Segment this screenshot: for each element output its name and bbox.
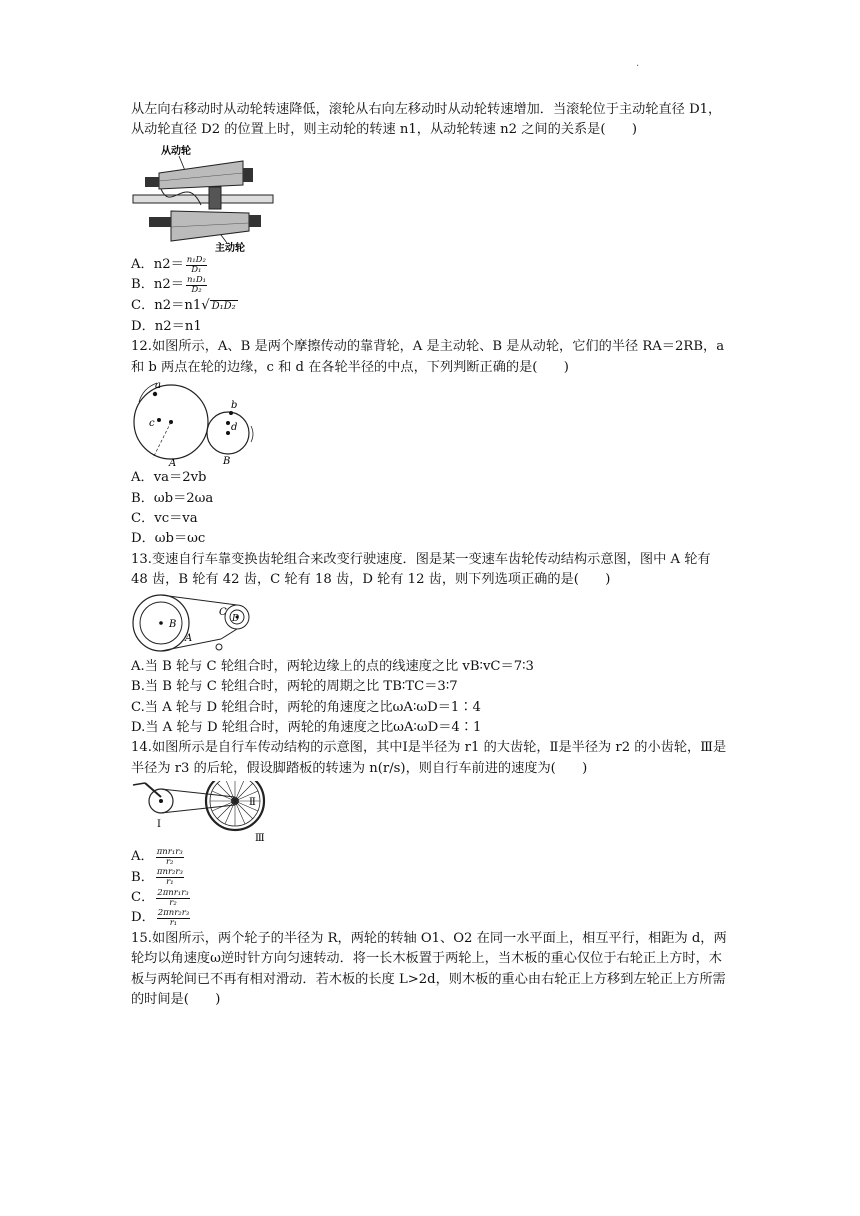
q14-option-d-fraction: $\frac{\text{2πnr₂r₃}}{\text{r₁}}$	[157, 908, 190, 929]
q13-figure-label-c: C	[219, 606, 227, 618]
q14-figure-label-ii: Ⅱ	[249, 797, 256, 809]
q13-figure-label-d: D	[232, 613, 240, 624]
q12-figure-label-b: b	[231, 400, 238, 412]
q11-text: 从左向右移动时从动轮转速降低，滚轮从右向左移动时从动轮转速增加．当滚轮位于主动轮直径 D1，从动轮直径 D2 的位置上时，则主动轮的转速 n1，从动轮转速 n2 之间的关系是( )	[131, 102, 722, 138]
q11-option-a: A．n2＝ $\frac{\text{n₁D₂}}{\text{D₁}}$	[131, 254, 206, 275]
q11-option-c: C．n2＝n1 √ D₁D₂	[131, 296, 731, 317]
q11-option-b-fraction: $\frac{\text{n₁D₁}}{\text{D₂}}$	[186, 274, 207, 295]
q13-option-d: D.当 A 轮与 D 轮组合时，两轮的角速度之比ωA∶ωD＝4∶1	[131, 719, 482, 735]
q13-option-b: B.当 B 轮与 C 轮组合时，两轮的周期之比 TB∶TC＝3∶7	[131, 679, 458, 695]
q12-option-a: A．va＝2vb	[131, 470, 207, 486]
q12-text: 12.如图所示，A、B 是两个摩擦传动的靠背轮，A 是主动轮、B 是从动轮，它们的半径 RA＝2RB，a 和 b 两点在轮的边缘，c 和 d 在各轮半径的中点，下列判断正确的是( )	[131, 339, 725, 375]
q12-option-d: D．ωb＝ωc	[131, 531, 206, 547]
question-content	[131, 100, 731, 1010]
q12-figure-friction-wheels	[131, 380, 271, 466]
q13-option-a: A.当 B 轮与 C 轮组合时，两轮边缘上的点的线速度之比 vB∶vC＝7∶3	[131, 658, 534, 674]
q14-option-d: D． $\frac{\text{2πnr₂r₃}}{\text{r₁}}$	[131, 908, 190, 929]
q11-figure-label-driving: 主动轮	[215, 242, 245, 253]
q11-option-c-sqrt: √ D₁D₂	[201, 297, 236, 313]
q11-option-d: D．n2＝n1	[131, 319, 202, 335]
q11-figure-cone-pulleys	[131, 143, 276, 253]
q14-option-c: C． $\frac{\text{2πnr₁r₃}}{\text{r₂}}$	[131, 887, 189, 908]
q12-figure-label-wheel-b: B	[223, 456, 231, 467]
q13-figure-label-b: B	[169, 618, 177, 630]
header-mark: .	[636, 58, 640, 69]
q14-option-b-fraction: $\frac{\text{πnr₂r₃}}{\text{r₁}}$	[156, 867, 183, 888]
q14-option-a-fraction: $\frac{\text{πnr₁r₃}}{\text{r₂}}$	[156, 846, 183, 867]
q12-option-c: C．vc＝va	[131, 511, 198, 527]
q13-option-c: C.当 A 轮与 D 轮组合时，两轮的角速度之比ωA∶ωD＝1∶4	[131, 699, 481, 715]
q12-figure-label-d: d	[231, 422, 238, 434]
q14-figure-label-i: Ⅰ	[157, 819, 161, 831]
q13-text: 13.变速自行车靠变换齿轮组合来改变行驶速度．图是某一变速车齿轮传动结构示意图，图中 A 轮有 48 齿，B 轮有 42 齿，C 轮有 18 齿，D 轮有 12 齿，则下列选项正确的是( )	[131, 551, 711, 588]
q12-figure-label-wheel-a: A	[169, 458, 177, 467]
q14-figure-bicycle-drive	[131, 781, 271, 845]
q11-figure-label-driven: 从动轮	[161, 145, 191, 157]
q11-option-b: B．n2＝ $\frac{\text{n₁D₁}}{\text{D₂}}$	[131, 274, 207, 295]
q14-option-c-fraction: $\frac{\text{2πnr₁r₃}}{\text{r₂}}$	[157, 887, 189, 908]
q14-text: 14.如图所示是自行车传动结构的示意图，其中Ⅰ是半径为 r1 的大齿轮，Ⅱ是半径为 r2 的小齿轮，Ⅲ是半径为 r3 的后轮，假设脚踏板的转速为 n(r/s)，则自行车前进的速度为( )	[131, 740, 727, 776]
q15-text: 15.如图所示，两个轮子的半径为 R，两轮的转轴 O1、O2 在同一水平面上，相互平行，相距为 d，两轮均以角速度ω逆时针方向匀速转动．将一长木板置于两轮上，当木板的重心仅位于右轮正上方时，木板与两轮间已不再有相对滑动．若木板的长度 L>2d，则木板的重心由右轮正上方移到左轮正上方所需的时间是( )	[131, 930, 727, 1007]
q14-figure-label-iii: Ⅲ	[255, 833, 265, 845]
q12-figure-label-c: c	[149, 418, 155, 430]
q14-option-b: B． $\frac{\text{πnr₂r₃}}{\text{r₁}}$	[131, 867, 183, 888]
q11-option-a-fraction: $\frac{\text{n₁D₂}}{\text{D₁}}$	[186, 254, 206, 275]
q13-figure-label-a: A	[185, 632, 193, 644]
q12-figure-label-a: a	[155, 380, 161, 392]
q14-option-a: A． $\frac{\text{πnr₁r₃}}{\text{r₂}}$	[131, 846, 183, 867]
q12-option-b: B．ωb＝2ωa	[131, 490, 214, 506]
q13-figure-gear-transmission	[131, 593, 256, 655]
